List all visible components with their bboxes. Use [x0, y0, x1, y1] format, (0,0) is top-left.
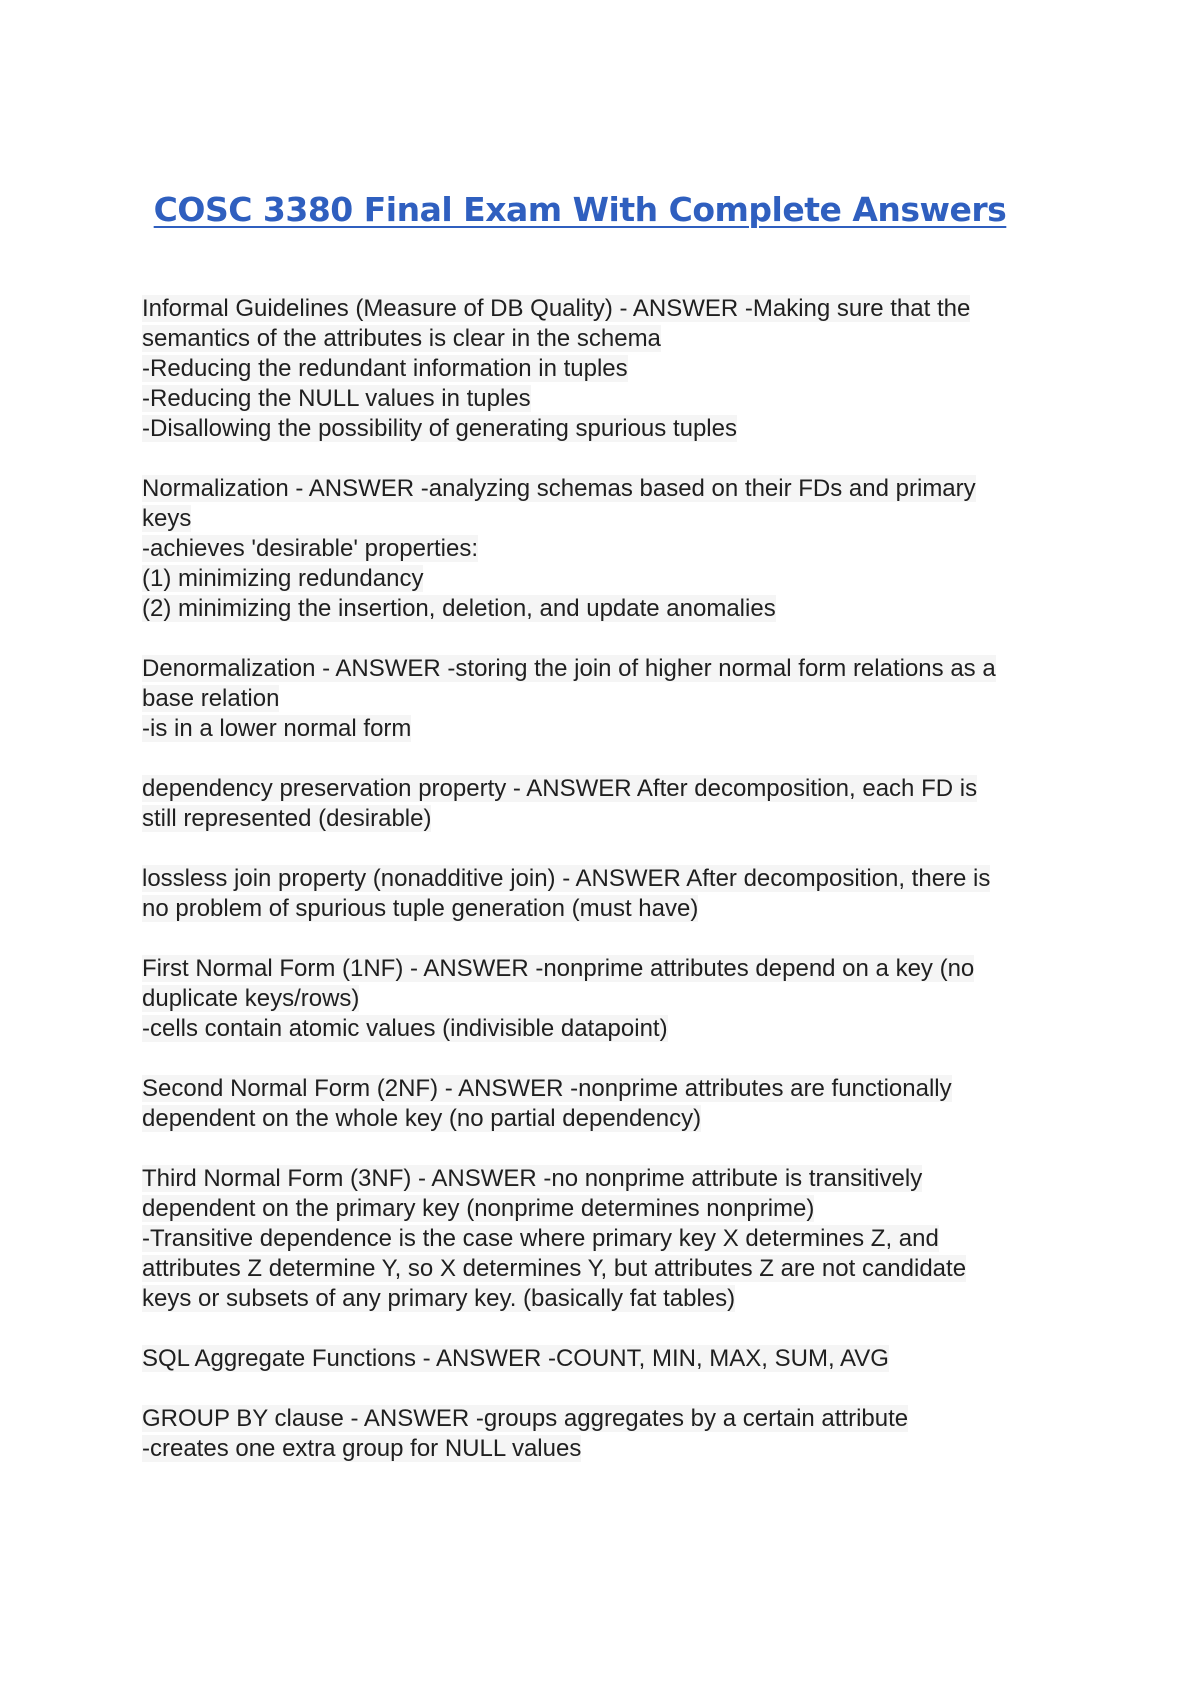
qa-line: -is in a lower normal form	[142, 715, 412, 742]
qa-line: semantics of the attributes is clear in the schema	[142, 325, 661, 352]
qa-item-2nf	[142, 1074, 1077, 1134]
qa-item-dependency-preservation	[142, 774, 1077, 834]
qa-item-normalization	[142, 474, 1077, 624]
qa-line: -cells contain atomic values (indivisible datapoint)	[142, 1015, 668, 1042]
page-title	[0, 188, 1160, 232]
qa-line: -Reducing the NULL values in tuples	[142, 385, 531, 412]
page-title-text: COSC 3380 Final Exam With Complete Answers	[153, 190, 1007, 229]
qa-item-sql-aggregate	[142, 1344, 1077, 1374]
qa-line: GROUP BY clause - ANSWER -groups aggregates by a certain attribute	[142, 1405, 909, 1432]
qa-line: (1) minimizing redundancy	[142, 565, 424, 592]
qa-line: SQL Aggregate Functions - ANSWER -COUNT, MIN, MAX, SUM, AVG	[142, 1345, 889, 1372]
qa-line: -Disallowing the possibility of generating spurious tuples	[142, 415, 737, 442]
qa-line: Normalization - ANSWER -analyzing schemas based on their FDs and primary	[142, 475, 976, 502]
qa-item-denormalization	[142, 654, 1077, 744]
qa-item-3nf	[142, 1164, 1077, 1314]
qa-line: First Normal Form (1NF) - ANSWER -nonprime attributes depend on a key (no	[142, 955, 975, 982]
qa-line: base relation	[142, 685, 280, 712]
qa-line: keys or subsets of any primary key. (basically fat tables)	[142, 1285, 736, 1312]
qa-line: still represented (desirable)	[142, 805, 432, 832]
qa-line: attributes Z determine Y, so X determines Y, but attributes Z are not candidate	[142, 1255, 967, 1282]
qa-item-1nf	[142, 954, 1077, 1044]
qa-line: Denormalization - ANSWER -storing the join of higher normal form relations as a	[142, 655, 996, 682]
qa-line: lossless join property (nonadditive join) - ANSWER After decomposition, there is	[142, 865, 991, 892]
qa-line: Second Normal Form (2NF) - ANSWER -nonprime attributes are functionally	[142, 1075, 952, 1102]
qa-line: -creates one extra group for NULL values	[142, 1435, 582, 1462]
qa-line: dependency preservation property - ANSWER After decomposition, each FD is	[142, 775, 978, 802]
qa-line: -achieves 'desirable' properties:	[142, 535, 478, 562]
qa-line: keys	[142, 505, 192, 532]
qa-line: -Transitive dependence is the case where primary key X determines Z, and	[142, 1225, 939, 1252]
qa-line: no problem of spurious tuple generation (must have)	[142, 895, 699, 922]
qa-list	[142, 294, 1077, 1494]
qa-item-lossless-join	[142, 864, 1077, 924]
qa-line: duplicate keys/rows)	[142, 985, 360, 1012]
qa-line: Third Normal Form (3NF) - ANSWER -no nonprime attribute is transitively	[142, 1165, 923, 1192]
qa-line: dependent on the primary key (nonprime determines nonprime)	[142, 1195, 815, 1222]
qa-line: -Reducing the redundant information in tuples	[142, 355, 628, 382]
qa-item-informal-guidelines	[142, 294, 1077, 444]
qa-line: (2) minimizing the insertion, deletion, and update anomalies	[142, 595, 776, 622]
qa-line: dependent on the whole key (no partial dependency)	[142, 1105, 702, 1132]
qa-line: Informal Guidelines (Measure of DB Quality) - ANSWER -Making sure that the	[142, 295, 971, 322]
qa-item-group-by	[142, 1404, 1077, 1464]
